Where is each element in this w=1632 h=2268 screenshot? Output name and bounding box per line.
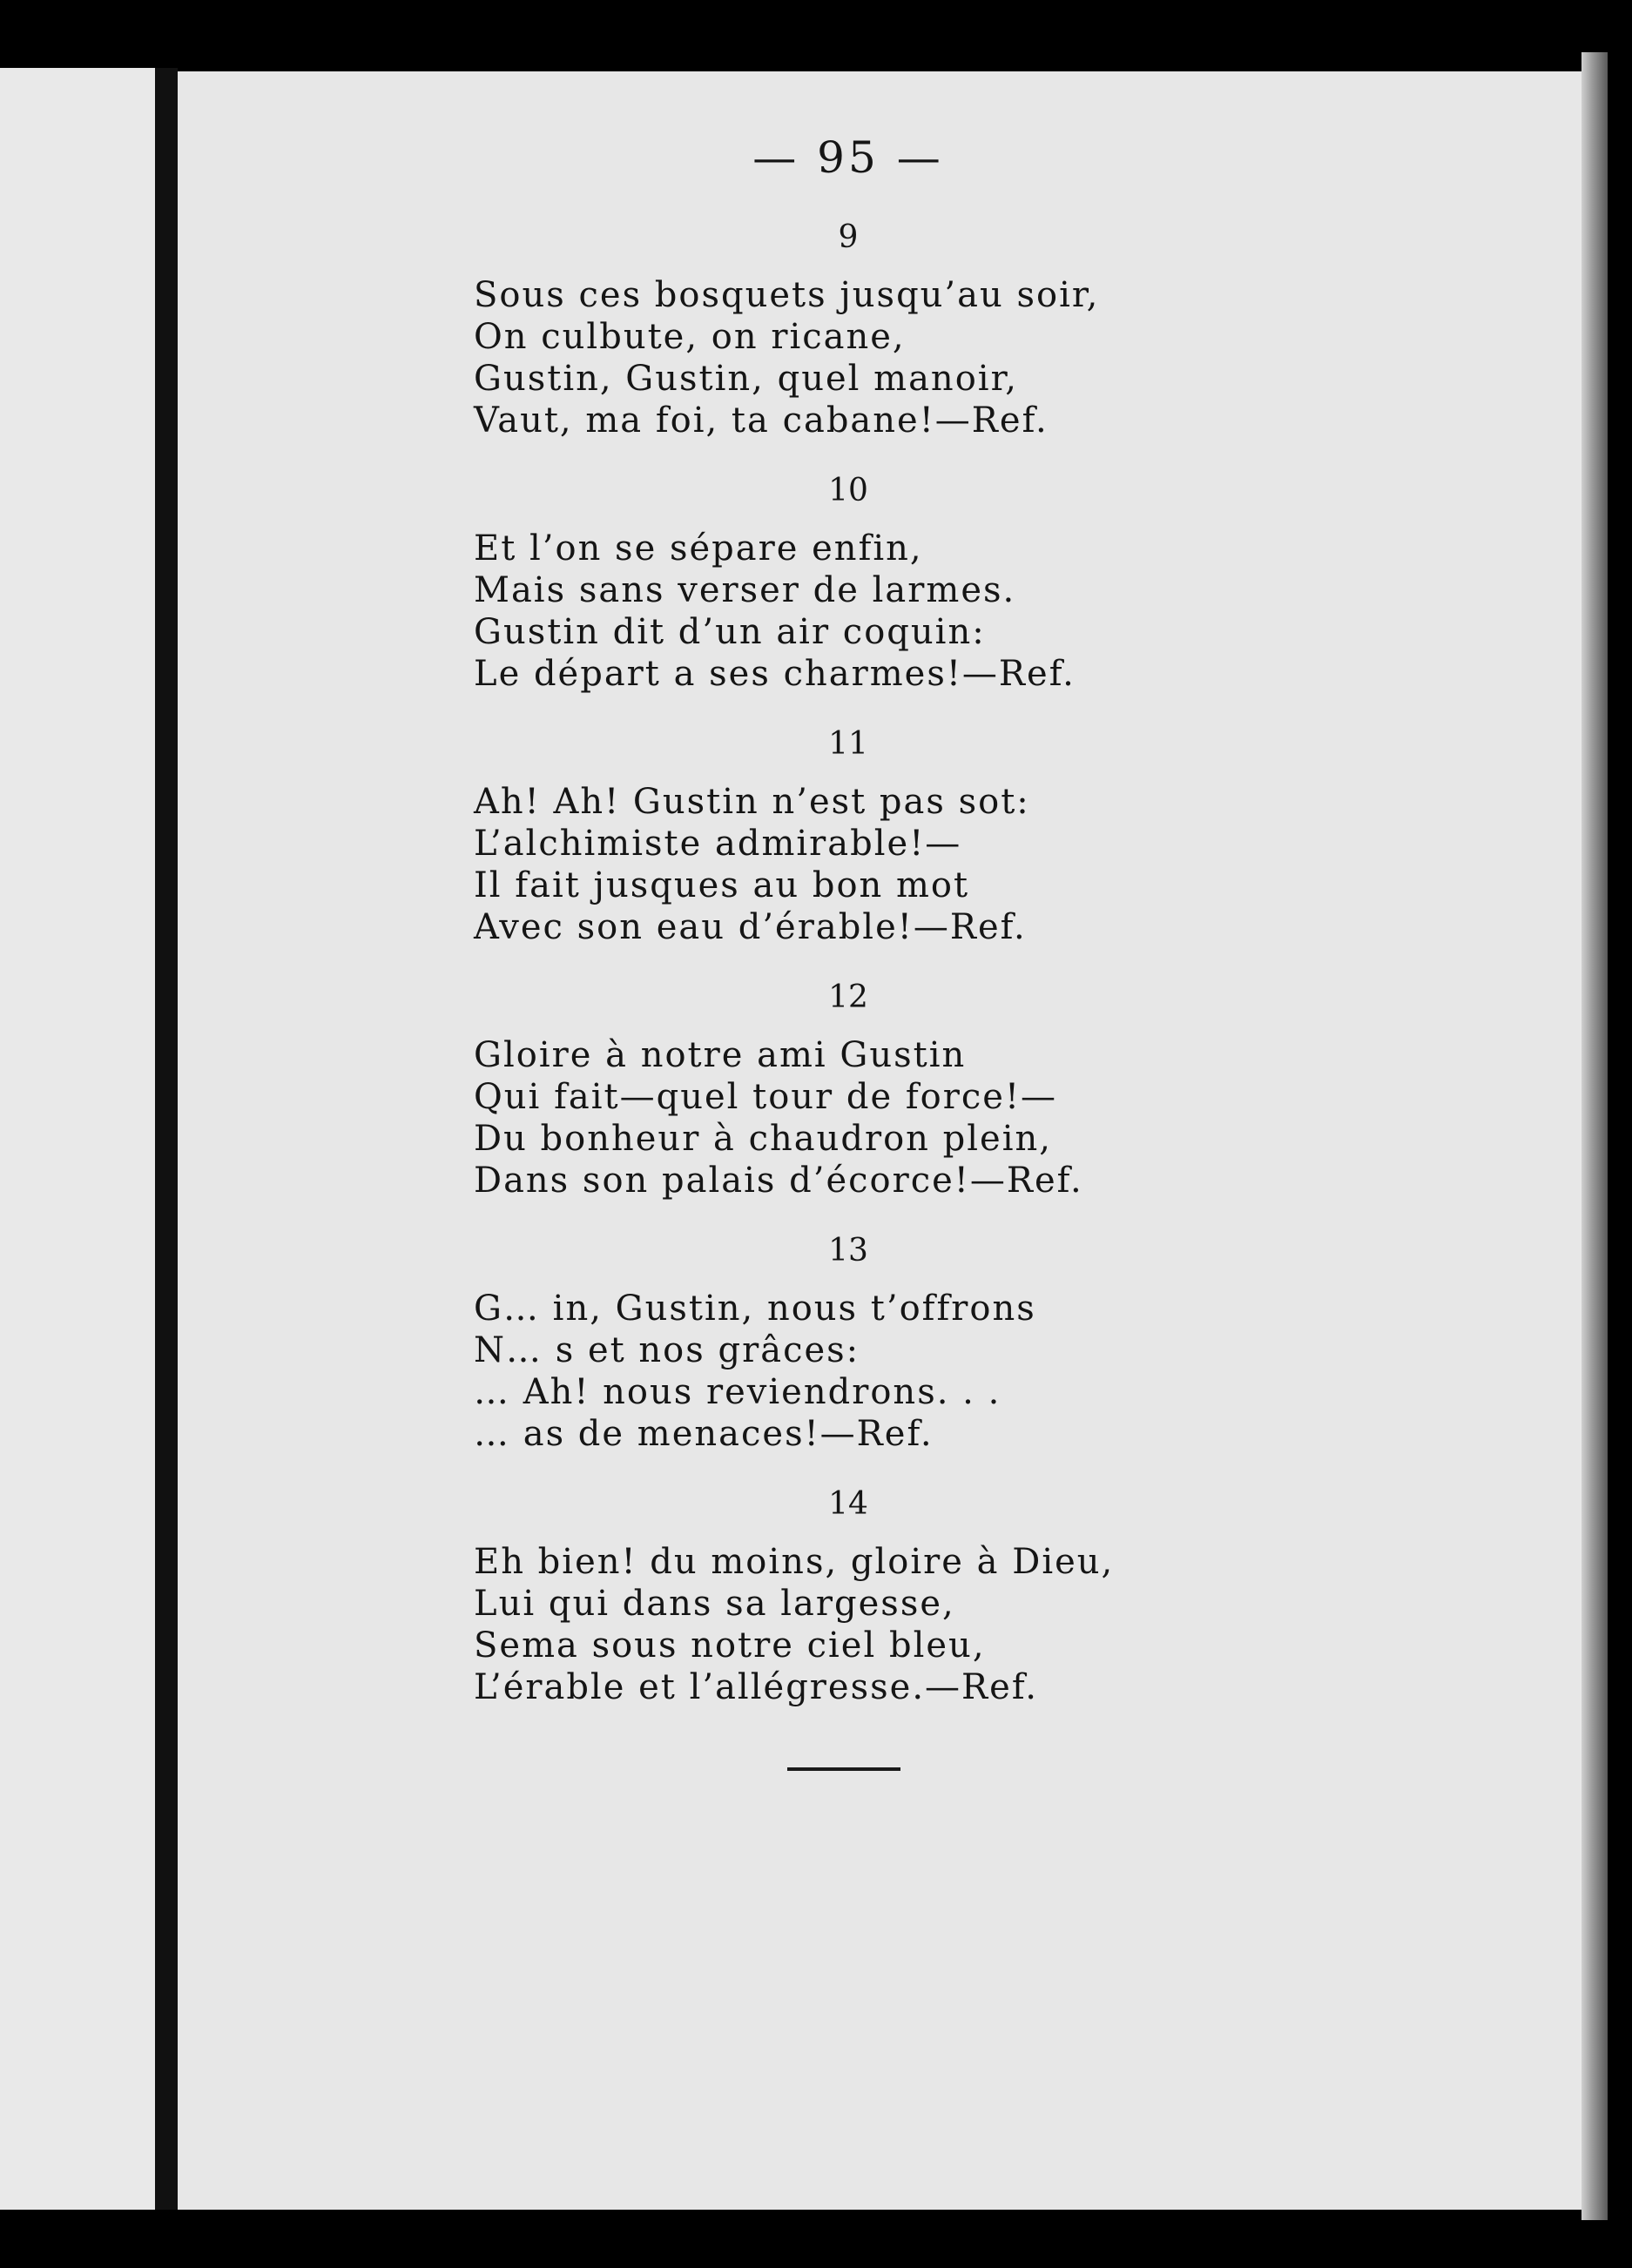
stanza [474, 726, 1223, 948]
verse-line: Avec son eau d’érable!—Ref. [474, 907, 1027, 947]
verse-line: … as de menaces!—Ref. [474, 1414, 934, 1454]
poem-content [474, 132, 1223, 1771]
stanza [474, 473, 1223, 695]
verse-line: Et l’on se sépare enfin, [474, 528, 923, 569]
verse-line: Gustin dit d’un air coquin: [474, 612, 986, 652]
verse-line: Eh bien! du moins, gloire à Dieu, [474, 1542, 1115, 1582]
verse-line: Qui fait—quel tour de force!— [474, 1077, 1058, 1117]
stanza-number: 10 [828, 473, 868, 508]
book-spine [155, 68, 178, 2210]
verse-line: Lui qui dans sa largesse, [474, 1584, 955, 1624]
end-rule [787, 1767, 900, 1771]
verse-line: Ah! Ah! Gustin n’est pas sot: [474, 782, 1030, 822]
verse-line: L’érable et l’allégresse.—Ref. [474, 1667, 1038, 1707]
page-number: — 95 — [752, 132, 944, 183]
verse-line: Il fait jusques au bon mot [474, 865, 970, 905]
verse-line: Du bonheur à chaudron plein, [474, 1119, 1052, 1159]
verse-line: Le départ a ses charmes!—Ref. [474, 654, 1076, 694]
stanza-number: 12 [828, 979, 868, 1015]
stanza-number: 9 [838, 219, 859, 255]
verse-line: Dans son palais d’écorce!—Ref. [474, 1161, 1083, 1201]
facing-page-edge [0, 68, 155, 2210]
verse-line: G… in, Gustin, nous t’offrons [474, 1289, 1036, 1329]
stanza-number: 14 [828, 1486, 868, 1522]
verse-line: … Ah! nous reviendrons. . . [474, 1372, 1001, 1412]
verse-line: L’alchimiste admirable!— [474, 824, 962, 864]
verse-line: Sema sous notre ciel bleu, [474, 1625, 986, 1666]
stanza [474, 219, 1223, 441]
stanza [474, 1486, 1223, 1708]
page-edge-shadow [1581, 52, 1608, 2220]
verse-line: Gustin, Gustin, quel manoir, [474, 359, 1019, 399]
stanza [474, 979, 1223, 1201]
stanza-number: 13 [828, 1233, 868, 1269]
verse-line: Mais sans verser de larmes. [474, 570, 1016, 610]
stanza [474, 1233, 1223, 1455]
verse-line: Sous ces bosquets jusqu’au soir, [474, 275, 1100, 315]
verse-line: Gloire à notre ami Gustin [474, 1035, 967, 1075]
book-page [178, 71, 1581, 2210]
stanza-number: 11 [828, 726, 868, 762]
verse-line: Vaut, ma foi, ta cabane!—Ref. [474, 400, 1049, 441]
verse-line: N… s et nos grâces: [474, 1330, 860, 1370]
verse-line: On culbute, on ricane, [474, 317, 906, 357]
